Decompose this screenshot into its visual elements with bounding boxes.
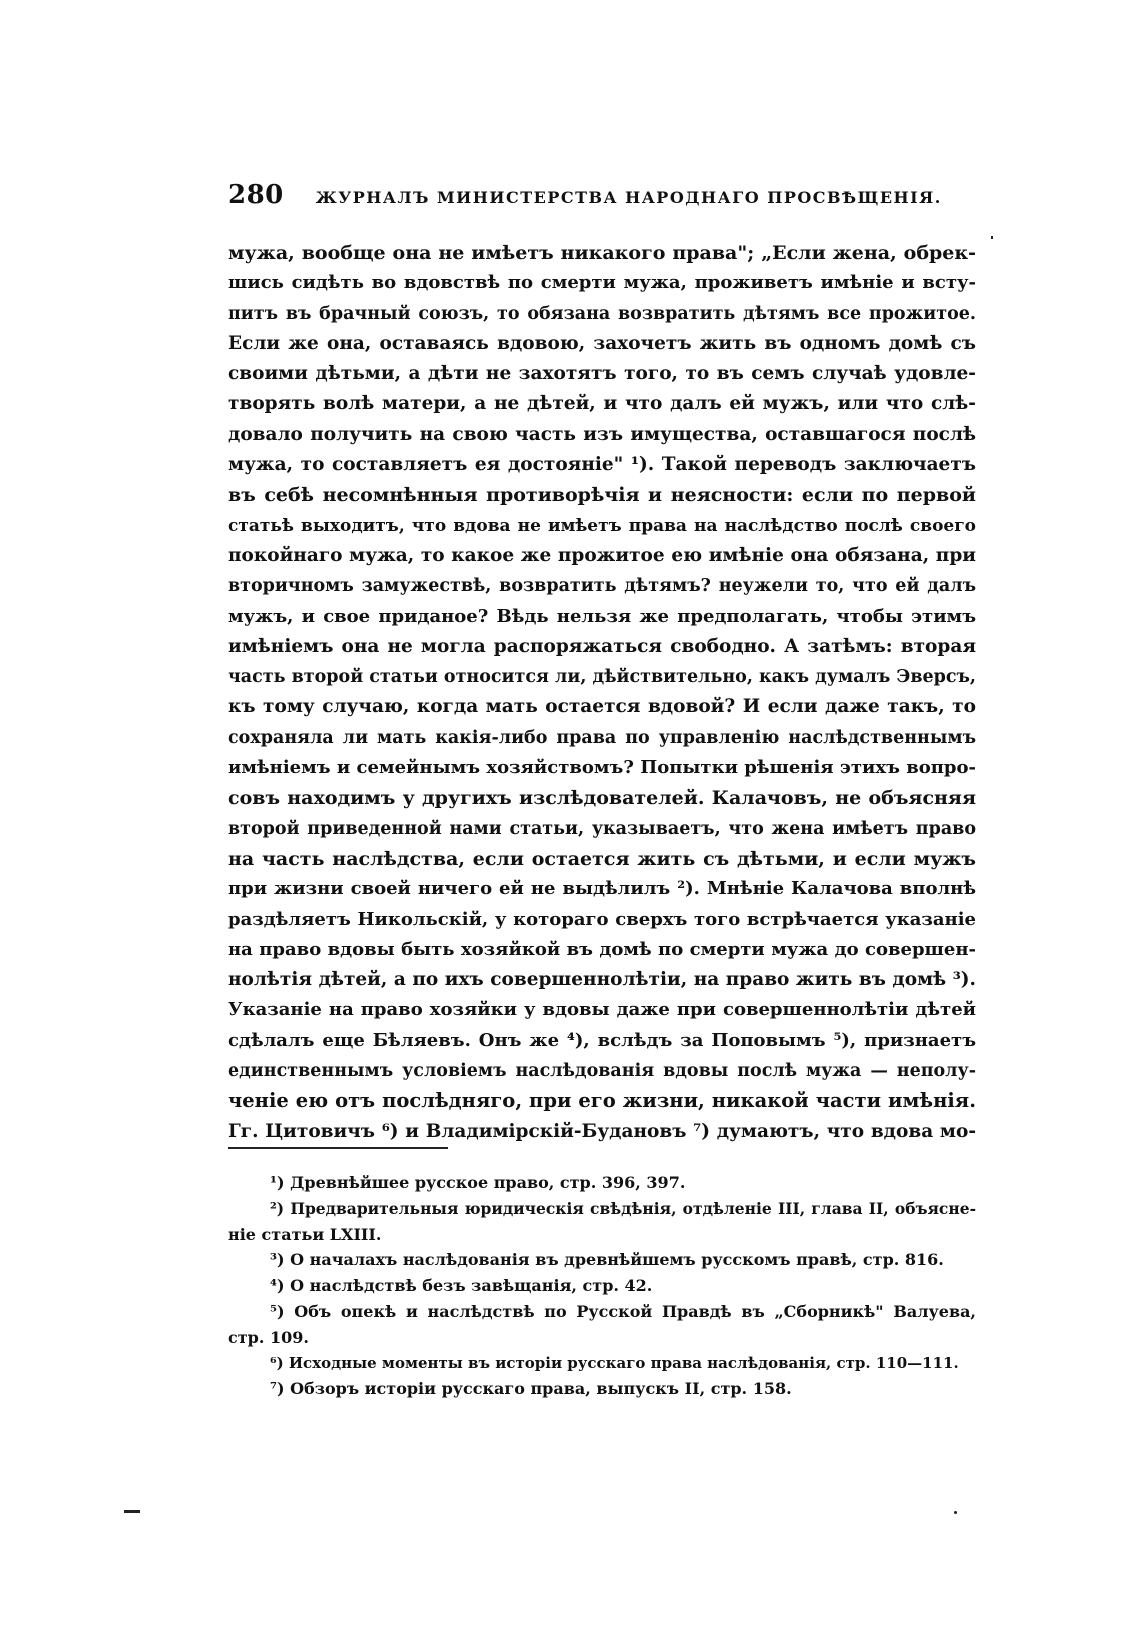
text-line: сохраняла ли мать какія-либо права по управленію наслѣдственнымъ — [228, 727, 976, 748]
text-line: своими дѣтьми, а дѣти не захотятъ того, то въ семъ случаѣ удовле- — [228, 363, 976, 385]
text-line: питъ въ брачный союзъ, то обязана возвратить дѣтямъ все прожитое. — [228, 303, 976, 324]
text-line: имѣніемъ и семейнымъ хозяйствомъ? Попытки рѣшенія этихъ вопро- — [228, 757, 976, 779]
footnote-divider — [228, 1147, 448, 1149]
footnote: ⁵) Объ опекѣ и наслѣдствѣ по Русской Правдѣ въ „Сборникѣ" Валуева, — [270, 1301, 976, 1321]
footnote: ²) Предварительныя юридическія свѣдѣнія, отдѣленіе III, глава II, объясне- — [270, 1198, 976, 1218]
text-line: на право вдовы быть хозяйкой въ домѣ по смерти мужа до совершен- — [228, 938, 976, 960]
text-line: при жизни своей ничего ей не выдѣлилъ ²). Мнѣніе Калачова вполнѣ — [228, 878, 976, 900]
text-line: нолѣтія дѣтей, а по ихъ совершеннолѣтіи, на право жить въ домѣ ³). — [228, 969, 976, 991]
running-head — [228, 180, 988, 210]
text-line: совъ находимъ у другихъ изслѣдователей. Калачовъ, не объясняя — [228, 787, 976, 810]
footnote-continuation: стр. 109. — [228, 1327, 309, 1347]
text-line: въ себѣ несомнѣнныя противорѣчія и неясности: если по первой — [228, 484, 976, 507]
text-line: статьѣ выходитъ, что вдова не имѣетъ права на наслѣдство послѣ своего — [228, 515, 976, 536]
text-line: покойнаго мужа, то какое же прожитое ею имѣніе она обязана, при — [228, 544, 976, 566]
text-line: второй приведенной нами статьи, указываетъ, что жена имѣетъ право — [228, 818, 976, 839]
footnote: ¹) Древнѣйшее русское право, стр. 396, 397. — [270, 1173, 686, 1192]
footnote: ³) О началахъ наслѣдованія въ древнѣйшемъ русскомъ правѣ, стр. 816. — [270, 1250, 944, 1270]
journal-title: ЖУРНАЛЪ МИНИСТЕРСТВА НАРОДНАГО ПРОСВѢЩЕНІЯ. — [315, 188, 942, 207]
text-line: мужа, вообще она не имѣетъ никакого права"; „Если жена, обрек- — [228, 242, 976, 264]
scan-artifact-dot — [991, 236, 993, 239]
text-line: ченіе ею отъ послѣдняго, при его жизни, никакой части имѣнія. — [228, 1089, 976, 1113]
text-line: довало получить на свою часть изъ имущества, оставшагося послѣ — [228, 423, 976, 445]
text-line: имѣніемъ она не могла распоряжаться свободно. А затѣмъ: вторая — [228, 635, 976, 657]
scan-artifact-dot — [954, 1511, 957, 1514]
text-line: единственнымъ условіемъ наслѣдованія вдовы послѣ мужа — неполу- — [228, 1061, 976, 1082]
text-line: къ тому случаю, когда мать остается вдовой? И если даже такъ, то — [228, 696, 976, 718]
footnote: ⁶) Исходные моменты въ исторіи русскаго права наслѣдованія, стр. 110—111. — [270, 1353, 959, 1372]
text-line: часть второй статьи относится ли, дѣйствительно, какъ думалъ Эверсъ, — [228, 667, 977, 688]
text-line: мужа, то составляетъ ея достояніе" ¹). Такой переводъ заключаетъ — [228, 454, 976, 476]
text-line: Указаніе на право хозяйки у вдовы даже при совершеннолѣтіи дѣтей — [228, 999, 976, 1021]
text-line: Гг. Цитовичъ ⁶) и Владимірскій-Будановъ ⁷) думаютъ, что вдова мо- — [228, 1120, 976, 1142]
text-line: шись сидѣть во вдовствѣ по смерти мужа, проживетъ имѣніе и всту- — [228, 272, 976, 294]
footnote: ⁴) О наслѣдствѣ безъ завѣщанія, стр. 42. — [270, 1276, 653, 1296]
page-number: 280 — [228, 180, 284, 210]
footnotes — [228, 1170, 976, 1402]
text-line: мужъ, и свое приданое? Вѣдь нельзя же предполагать, чтобы этимъ — [228, 605, 976, 627]
footnote: ⁷) Обзоръ исторіи русскаго права, выпускъ II, стр. 158. — [270, 1379, 792, 1399]
text-line: Если же она, оставаясь вдовою, захочетъ жить въ одномъ домѣ съ — [228, 332, 976, 354]
text-line: на часть наслѣдства, если остается жить съ дѣтьми, и если мужъ — [228, 847, 976, 870]
footnote-continuation: ніе статьи LXIII. — [228, 1224, 382, 1244]
text-line: сдѣлалъ еще Бѣляевъ. Онъ же ⁴), вслѣдъ за Поповымъ ⁵), признаетъ — [228, 1029, 976, 1051]
scan-artifact-mark — [124, 1510, 140, 1513]
text-line: вторичномъ замужествѣ, возвратить дѣтямъ? неужели то, что ей далъ — [228, 576, 976, 597]
text-line: раздѣляетъ Никольскій, у котораго сверхъ того встрѣчается указаніе — [228, 908, 976, 930]
body-text — [228, 238, 976, 1147]
text-line: творять волѣ матери, а не дѣтей, и что далъ ей мужъ, или что слѣ- — [228, 393, 976, 415]
